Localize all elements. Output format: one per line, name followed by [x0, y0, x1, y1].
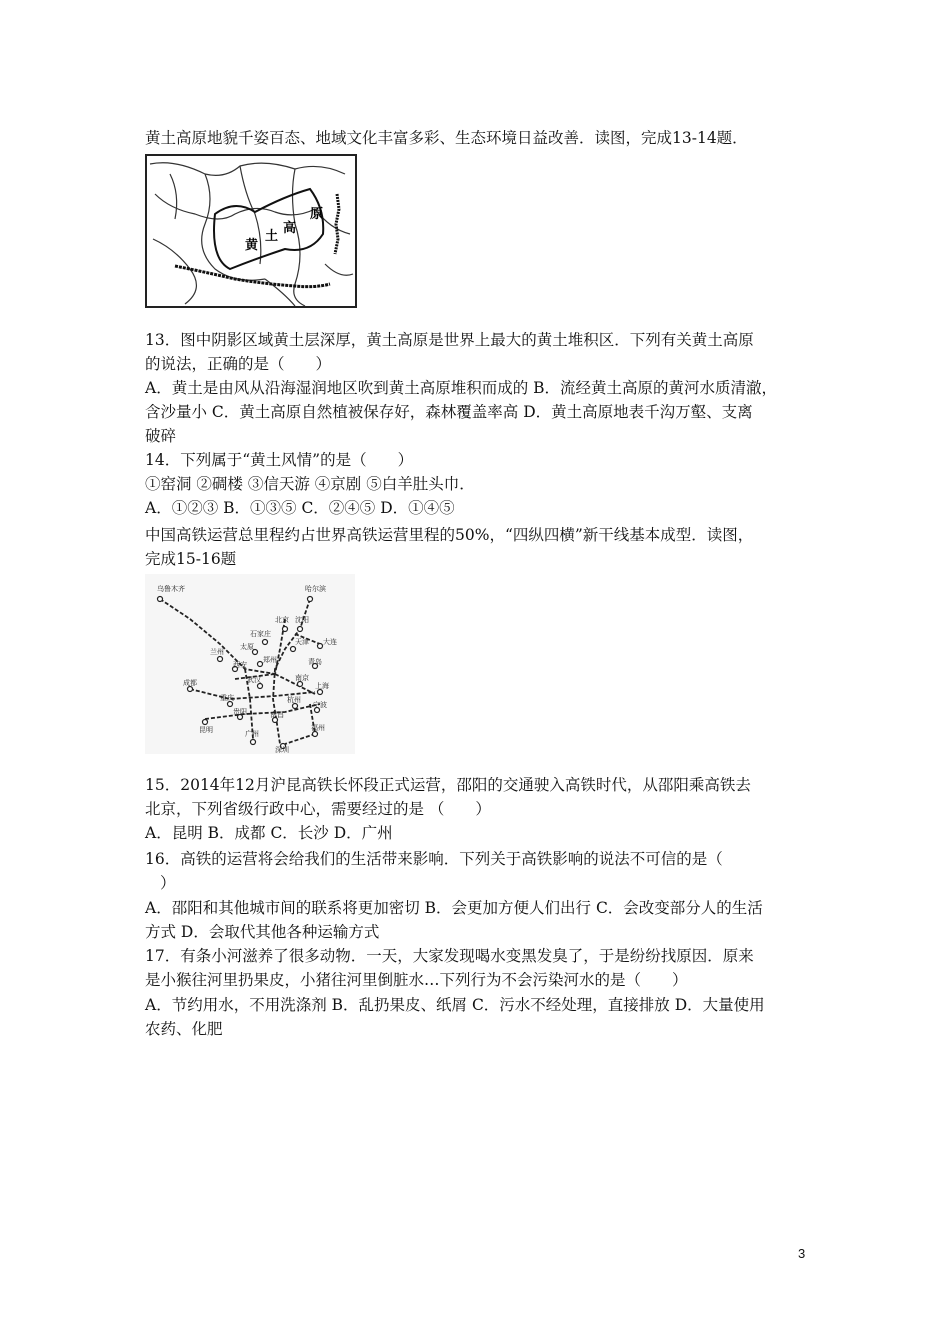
city-beijing: 北京: [275, 616, 289, 624]
city-qingdao: 青岛: [308, 658, 322, 666]
q17-stem-line1: 17．有条小河滋养了很多动物．一天，大家发现喝水变黑发臭了，于是纷纷找原因．原来: [145, 947, 754, 965]
q17-options-line1: A．节约用水，不用洗涤剂 B．乱扔果皮、纸屑 C．污水不经处理，直接排放 D．大量使用: [145, 996, 765, 1014]
city-guiyang: 贵阳: [233, 708, 247, 716]
city-kunming: 昆明: [199, 726, 213, 734]
city-taiyuan: 太原: [240, 643, 254, 651]
city-lanzhou: 兰州: [210, 648, 224, 656]
q14-items: ①窑洞 ②碉楼 ③信天游 ④京剧 ⑤白羊肚头巾．: [145, 475, 475, 493]
q16-options-line1: A．邵阳和其他城市间的联系将更加密切 B．会更加方便人们出行 C．会改变部分人的生活: [145, 899, 763, 917]
city-zhengzhou: 郑州: [263, 656, 277, 664]
map-label-yuan: 原: [310, 207, 324, 222]
high-speed-rail-map: [145, 574, 355, 754]
q15-stem-line2: 北京，下列省级行政中心，需要经过的是 （ ）: [145, 800, 491, 818]
city-urumqi: 乌鲁木齐: [157, 585, 185, 593]
city-chongqing: 重庆: [220, 694, 234, 702]
q13-options-line3: 破碎: [145, 427, 177, 445]
loess-plateau-map: [145, 154, 357, 310]
city-fuzhou: 福州: [311, 724, 325, 732]
city-shenyang: 沈阳: [295, 616, 309, 624]
q17-options-line2: 农药、化肥: [145, 1020, 223, 1038]
q15-options: A．昆明 B．成都 C．长沙 D．广州: [145, 824, 393, 842]
q16-options-line2: 方式 D．会取代其他各种运输方式: [145, 923, 380, 941]
page-number: 3: [798, 1246, 806, 1261]
city-wuhan: 武汉: [247, 676, 261, 684]
intro-loess-plateau: 黄土高原地貌千姿百态、地域文化丰富多彩、生态环境日益改善．读图，完成13-14题．: [145, 129, 748, 147]
city-nanchang: 南昌: [270, 711, 284, 719]
city-tianjin: 天津: [295, 638, 309, 646]
intro-high-speed-rail-line1: 中国高铁运营总里程约占世界高铁运营里程的50%，“四纵四横”新干线基本成型．读图，: [145, 526, 754, 544]
q14-stem: 14．下列属于“黄土风情”的是（ ）: [145, 451, 414, 469]
q13-stem-line2: 的说法，正确的是（ ）: [145, 355, 332, 373]
q16-stem-line1: 16．高铁的运营将会给我们的生活带来影响．下列关于高铁影响的说法不可信的是（: [145, 850, 723, 868]
map-label-tu: 土: [265, 229, 279, 244]
city-shanghai: 上海: [315, 682, 329, 690]
city-harbin: 哈尔滨: [305, 585, 326, 593]
q13-options-line1: A．黄土是由风从沿海湿润地区吹到黄土高原堆积而成的 B．流经黄土高原的黄河水质清澈，: [145, 379, 778, 397]
map-label-gao: 高: [283, 221, 297, 236]
city-dalian: 大连: [323, 638, 337, 646]
map-label-huang: 黄: [245, 238, 259, 253]
city-chengdu: 成都: [183, 679, 197, 687]
city-ningbo: 宁波: [313, 701, 327, 709]
city-shenzhen: 深圳: [275, 746, 289, 754]
q15-stem-line1: 15．2014年12月沪昆高铁长怀段正式运营，邵阳的交通驶入高铁时代，从邵阳乘高铁去: [145, 776, 751, 794]
city-shijiazhuang: 石家庄: [250, 630, 271, 638]
city-hangzhou: 杭州: [287, 696, 301, 704]
q13-stem-line1: 13．图中阴影区域黄土层深厚，黄土高原是世界上最大的黄土堆积区．下列有关黄土高原: [145, 331, 754, 349]
q17-stem-line2: 是小猴往河里扔果皮，小猪往河里倒脏水…下列行为不会污染河水的是（ ）: [145, 971, 688, 989]
q16-stem-line2: ）: [160, 874, 176, 892]
city-xian: 西安: [233, 661, 247, 669]
city-nanjing: 南京: [295, 674, 309, 682]
q14-options: A．①②③ B．①③⑤ C．②④⑤ D．①④⑤: [145, 499, 455, 517]
intro-high-speed-rail-line2: 完成15-16题: [145, 550, 237, 568]
city-guangzhou: 广州: [245, 730, 259, 738]
q13-options-line2: 含沙量小 C．黄土高原自然植被保存好，森林覆盖率高 D．黄土高原地表千沟万壑、支离: [145, 403, 753, 421]
